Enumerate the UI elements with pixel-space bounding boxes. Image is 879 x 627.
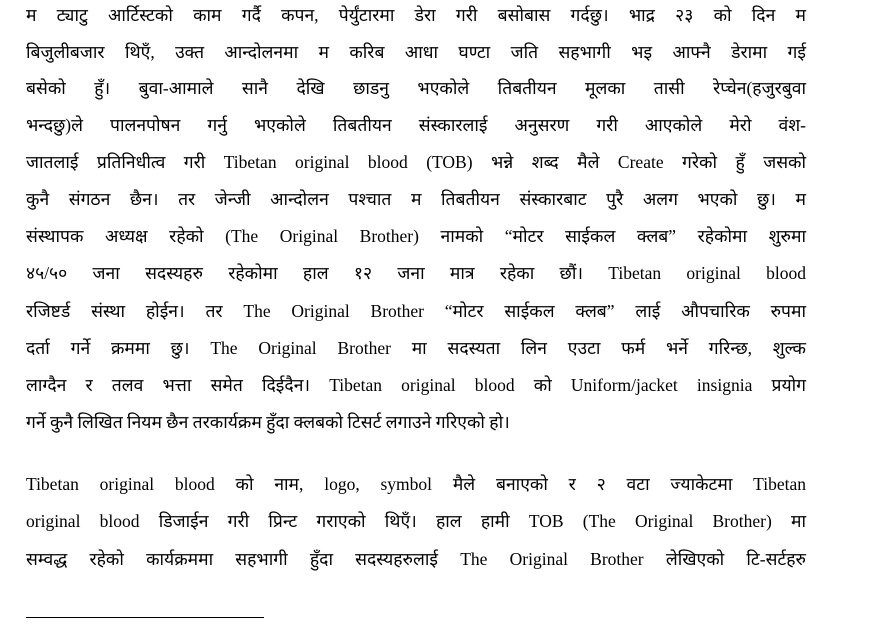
text-line: संस्थापक अध्यक्ष रहेको (The Original Brother) नामको “मोटर साईकल क्लब” रहेकोमा शुरुमा bbox=[26, 226, 806, 246]
text-line: ४५/५० जना सदस्यहरु रहेकोमा हाल १२ जना मात्र रहेका छौं। Tibetan original blood bbox=[26, 263, 806, 283]
text-line: गर्ने कुनै लिखित नियम छैन तरकार्यक्रम हुँदा क्लबको टिसर्ट लगाउने गरिएको हो। bbox=[26, 412, 510, 432]
text-line: म ट्याटु आर्टिस्टको काम गर्दै कपन, पेर्युंटारमा डेरा गरी बसोबास गर्दछु। भाद्र २३ को दिन म bbox=[26, 5, 806, 25]
text-line: सम्वद्ध रहेको कार्यक्रममा सहभागी हुँदा सदस्यहरुलाई The Original Brother लेखिएको टि-सर्टहरु bbox=[26, 549, 806, 569]
text-line: बसेको हुँ। बुवा-आमाले सानै देखि छाडनु भएकोले तिबतीयन मूलका तासी रेप्चेन(हजुरबुवा bbox=[26, 78, 806, 98]
text-line: रजिष्टर्ड संस्था होईन। तर The Original Brother “मोटर साईकल क्लब” लाई औपचारिक रुपमा bbox=[26, 301, 806, 321]
text-line: लाग्दैन र तलव भत्ता समेत दिईदैन। Tibetan original blood को Uniform/jacket insignia प्रयोग bbox=[26, 375, 806, 395]
text-line: दर्ता गर्ने क्रममा छु। The Original Brother मा सदस्यता लिन एउटा फर्म भर्ने गरिन्छ, शुल्क bbox=[26, 338, 806, 358]
text-line: भन्दछु)ले पालनपोषन गर्नु भएकोले तिबतीयन संस्कारलाई अनुसरण गरी आएकोले मेरो वंश- bbox=[26, 115, 806, 135]
text-line: कुनै संगठन छैन। तर जेन्जी आन्दोलन पश्चात म तिबतीयन संस्कारबाट पुरै अलग भएको छु। म bbox=[26, 189, 806, 209]
text-line: original blood डिजाईन गरी प्रिन्ट गराएको थिएँ। हाल हामी TOB (The Original Brother) मा bbox=[26, 511, 806, 531]
text-line: जातलाई प्रतिनिधीत्व गरी Tibetan original blood (TOB) भन्ने शब्द मैले Create गरेको हुँ जसको bbox=[26, 152, 806, 172]
footnote-separator bbox=[26, 617, 264, 618]
text-line: Tibetan original blood को नाम, logo, symbol मैले बनाएको र २ वटा ज्याकेटमा Tibetan bbox=[26, 474, 806, 494]
text-line: बिजुलीबजार थिएँ, उक्त आन्दोलनमा म करिब आधा घण्टा जति सहभागी भइ आफ्नै डेरामा गई bbox=[26, 42, 806, 62]
